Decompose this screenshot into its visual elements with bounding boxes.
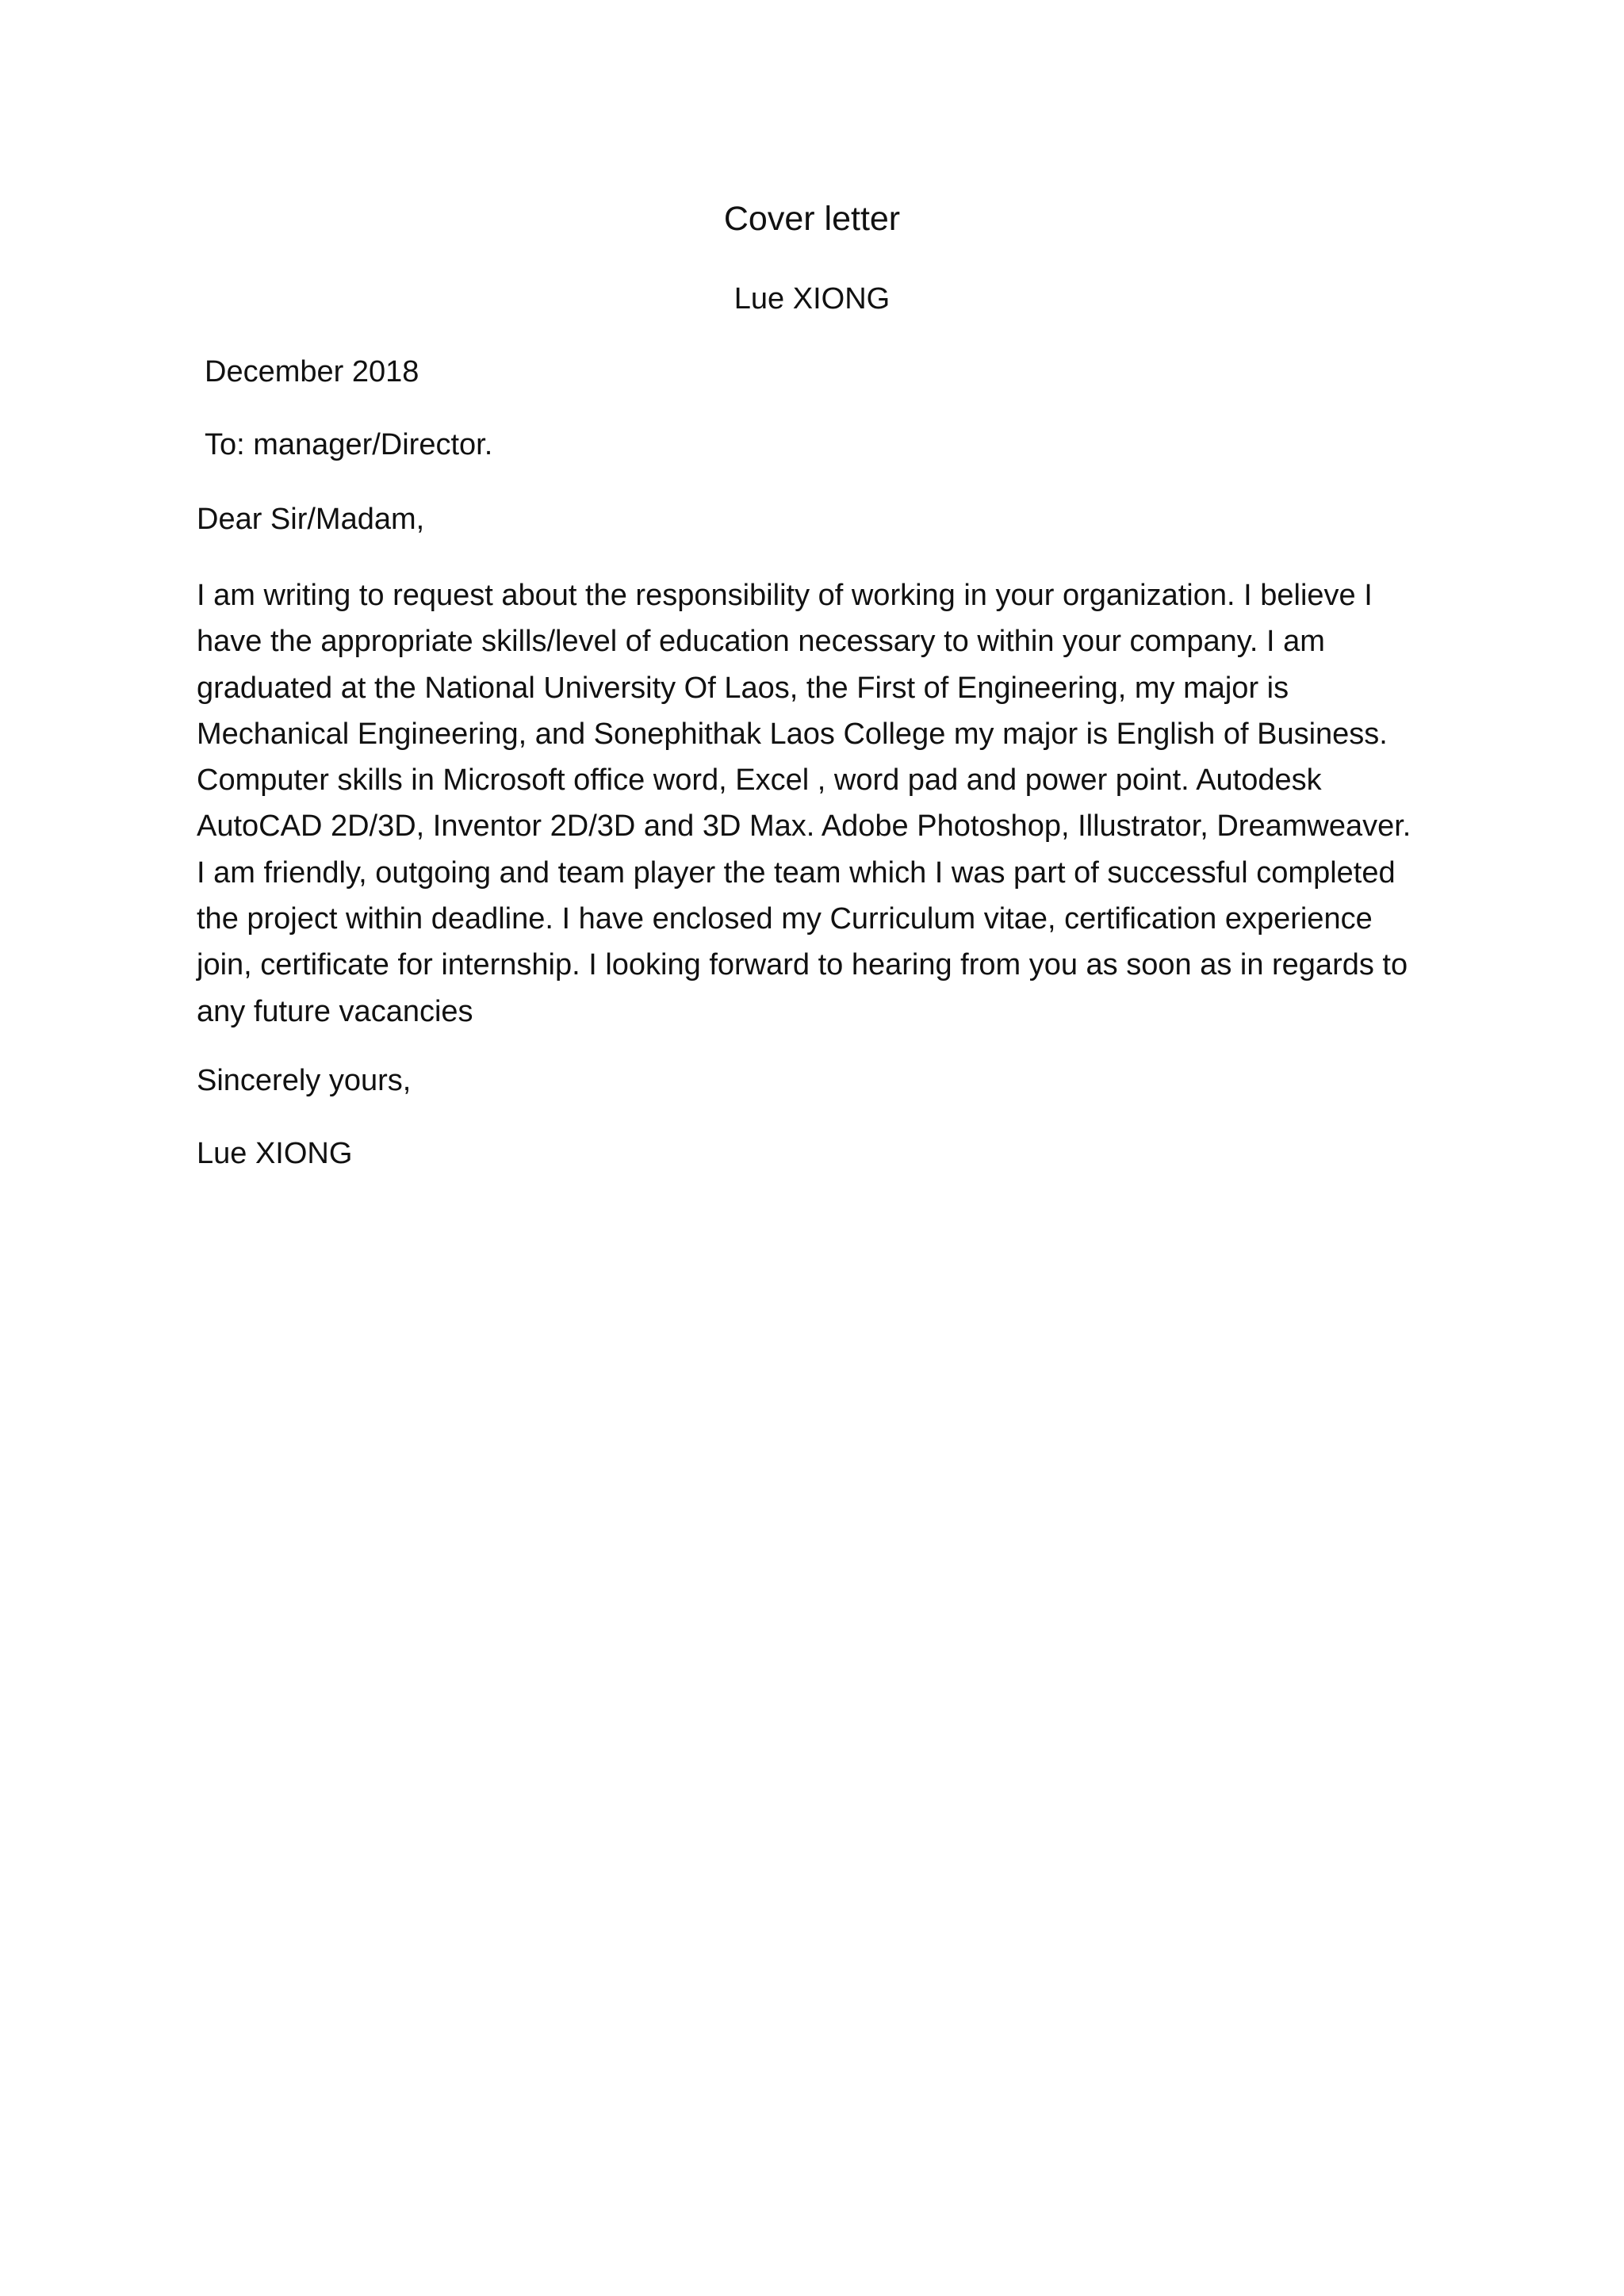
body-line: Mechanical Engineering, and Sonephithak Laos College my major is English of Business. (197, 717, 1388, 751)
body-line: any future vacancies (197, 994, 473, 1028)
body-line: graduated at the National University Of Laos, the First of Engineering, my major is (197, 671, 1289, 705)
body-line: have the appropriate skills/level of education necessary to within your company. I am (197, 625, 1325, 659)
body-line: I am friendly, outgoing and team player the team which I was part of successful completed (197, 855, 1396, 890)
body-line: Computer skills in Microsoft office word, Excel , word pad and power point. Autodesk (197, 763, 1322, 798)
letter-signature: Lue XIONG (197, 1137, 353, 1170)
body-line: join, certificate for internship. I looking forward to hearing from you as soon as in regards to (197, 948, 1408, 982)
letter-salutation: Dear Sir/Madam, (197, 503, 425, 536)
letter-body (197, 572, 1450, 1035)
body-line: I am writing to request about the responsibility of working in your organization. I believe I (197, 579, 1373, 612)
letter-author: Lue XIONG (733, 282, 891, 316)
letter-title: Cover letter (723, 200, 901, 238)
body-line: the project within deadline. I have enclosed my Curriculum vitae, certification experience (197, 902, 1373, 936)
body-line: AutoCAD 2D/3D, Inventor 2D/3D and 3D Max. Adobe Photoshop, Illustrator, Dreamweaver. (197, 809, 1411, 844)
letter-closing: Sincerely yours, (197, 1064, 412, 1097)
letter-recipient: To: manager/Director. (205, 428, 493, 461)
letter-date: December 2018 (205, 355, 419, 388)
